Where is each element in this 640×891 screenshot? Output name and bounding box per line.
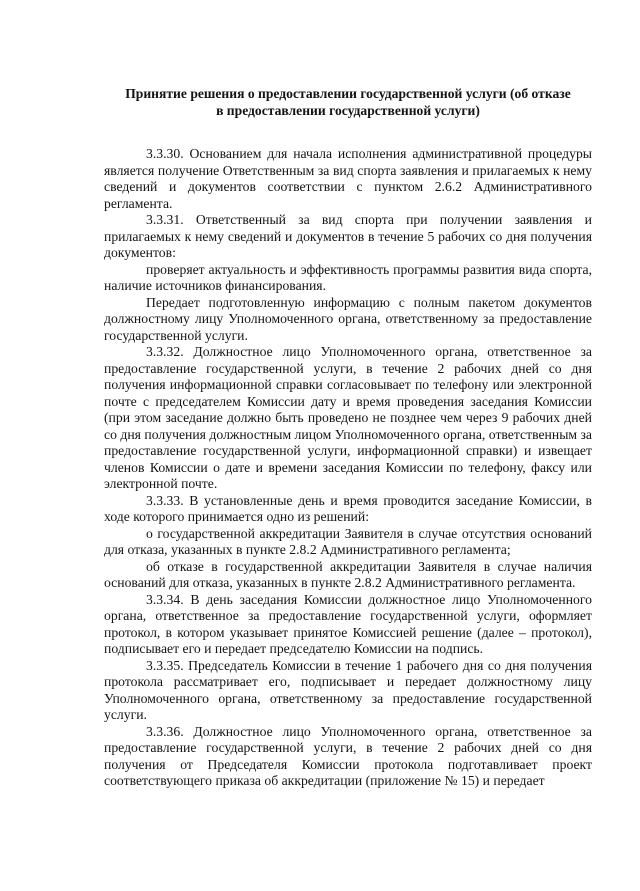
paragraph-3-3-31-item-transfer: Передает подготовленную информацию с полным пакетом документов должностному лицу Уполномоченного органа, ответственному за предоставление государственной услуги.	[104, 294, 592, 343]
paragraph-3-3-33-option-accredit: о государственной аккредитации Заявителя в случае отсутствия оснований для отказа, указанных в пункте 2.8.2 Административного регламента;	[104, 525, 592, 557]
section-title-line-1: Принятие решения о предоставлении государственной услуги (об отказе	[125, 86, 571, 101]
paragraph-3-3-33: 3.3.33. В установленные день и время проводится заседание Комиссии, в ходе которого принимается одно из решений:	[104, 492, 592, 524]
paragraph-3-3-31: 3.3.31. Ответственный за вид спорта при получении заявления и прилагаемых к нему сведений и документов в течение 5 рабочих со дня получения документов:	[104, 212, 592, 260]
paragraph-3-3-35: 3.3.35. Председатель Комиссии в течение 1 рабочего дня со дня получения протокола рассматривает его, подписывает и передает должностному лицу Уполномоченного органа, ответственному за предоставление государственной услуги.	[104, 657, 592, 722]
paragraph-3-3-36: 3.3.36. Должностное лицо Уполномоченного органа, ответственное за предоставление государственной услуги, в течение 2 рабочих дней со дня получения от Председателя Комиссии протокола подготавливает проект соответствующего приказа об аккредитации (приложение № 15) и передает	[104, 723, 592, 788]
paragraph-3-3-30: 3.3.30. Основанием для начала исполнения административной процедуры является получение Ответственным за вид спорта заявления и прилагаемых к нему сведений и документов соответствии с пунктом 2.6.2 Административного регламента.	[104, 146, 592, 211]
paragraph-3-3-32: 3.3.32. Должностное лицо Уполномоченного органа, ответственное за предоставление государственной услуги, в течение 2 рабочих дней со дня получения информационной справки согласовывает по телефону или электронной почте с председателем Комиссии дату и время проведения заседания Комиссии (при этом заседание должно быть проведено не позднее чем через 9 рабочих дней со дня получения должностным лицом Уполномоченного органа, ответственным за предоставление государственной услуги, информационной справки) и извещает членов Комиссии о дате и времени заседания Комиссии по телефону, факсу или электронной почте.	[104, 344, 592, 491]
section-title	[104, 86, 592, 119]
paragraph-3-3-33-option-refuse: об отказе в государственной аккредитации Заявителя в случае наличия оснований для отказа, указанных в пункте 2.8.2 Административного регламента.	[104, 558, 592, 590]
paragraph-3-3-34: 3.3.34. В день заседания Комиссии должностное лицо Уполномоченного органа, ответственное за предоставление государственной услуги, оформляет протокол, в котором указывает принятое Комиссией решение (далее – протокол), подписывает его и передает председателю Комиссии на подпись.	[104, 591, 592, 656]
paragraph-3-3-31-item-check: проверяет актуальность и эффективность программы развития вида спорта, наличие источников финансирования.	[104, 261, 592, 293]
section-title-line-2: в предоставлении государственной услуги)	[216, 102, 480, 118]
document-page	[104, 86, 592, 790]
